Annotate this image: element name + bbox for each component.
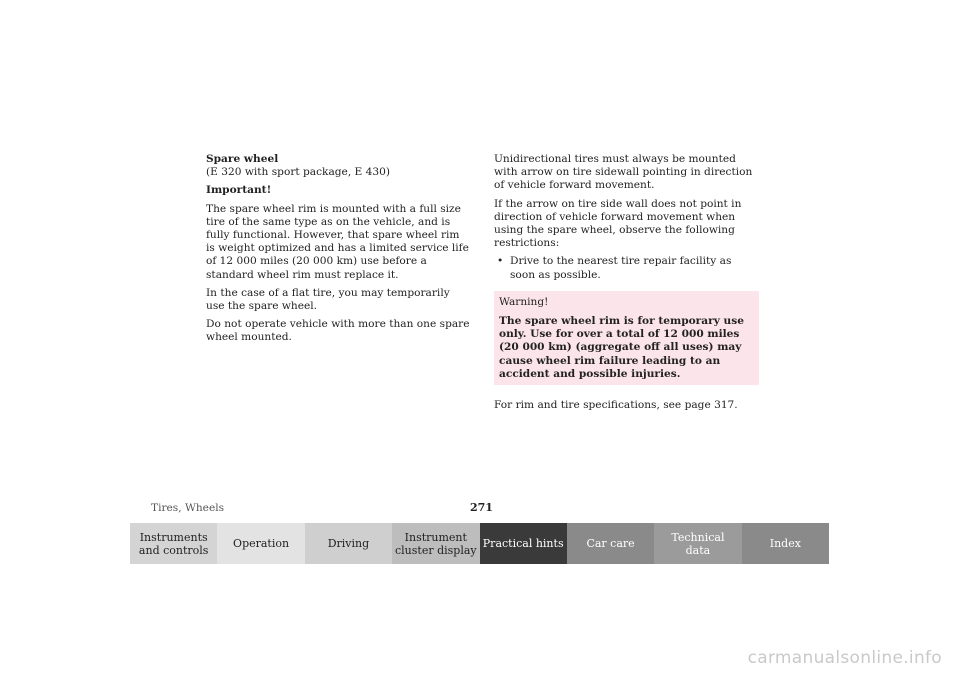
left-heading-block	[206, 153, 471, 179]
paragraph: Do not operate vehicle with more than one spare wheel mounted.	[206, 318, 470, 344]
tab-car-care[interactable]: Car care	[567, 523, 654, 564]
paragraph: In the case of a flat tire, you may temporarily use the spare wheel.	[206, 286, 450, 313]
section-label: Tires, Wheels	[151, 502, 225, 514]
tab-index[interactable]: Index	[742, 523, 829, 564]
watermark: carmanualsonline.info	[747, 648, 942, 668]
tab-driving[interactable]: Driving	[305, 523, 392, 564]
warning-title: Warning!	[499, 295, 549, 308]
tab-instruments-and-controls[interactable]: Instruments and controls	[130, 523, 217, 564]
page-number: 271	[470, 501, 493, 514]
section-subheading: (E 320 with sport package, E 430)	[206, 166, 391, 179]
paragraph: The spare wheel rim is mounted with a full size tire of the same type as on the vehicle, and is fully functional. However, that spare wheel rim is weight optimized and has a limited service life of 12 000 miles (20 000 km) use before a standard wheel rim must replace it.	[206, 202, 469, 281]
warning-box	[494, 291, 759, 385]
paragraph: If the arrow on tire side wall does not point in direction of vehicle forward movement when using the spare wheel, observe the following restrictions:	[494, 197, 742, 250]
paragraph: Unidirectional tires must always be mounted with arrow on tire sidewall pointing in direction of vehicle forward movement.	[494, 153, 753, 192]
tab-instrument-cluster-display[interactable]: Instrument cluster display	[392, 523, 479, 564]
bullet-item	[494, 255, 759, 281]
tab-practical-hints[interactable]: Practical hints	[480, 523, 567, 564]
left-column	[206, 153, 471, 350]
important-heading: Important!	[206, 184, 272, 197]
tab-operation[interactable]: Operation	[217, 523, 304, 564]
warning-body: The spare wheel rim is for temporary use only. Use for over a total of 12 000 miles (20 000 km) (aggregate off all uses) may cause wheel rim failure leading to an accident and possible injuries.	[499, 315, 744, 380]
bullet-dot: •	[497, 255, 504, 268]
right-column	[494, 153, 759, 417]
section-heading: Spare wheel	[206, 153, 279, 165]
bullet-text: Drive to the nearest tire repair facility as soon as possible.	[510, 255, 732, 281]
tab-technical-data[interactable]: Technical data	[654, 523, 741, 564]
chapter-nav-bar	[130, 523, 829, 564]
paragraph: For rim and tire specifications, see page 317.	[494, 399, 738, 412]
